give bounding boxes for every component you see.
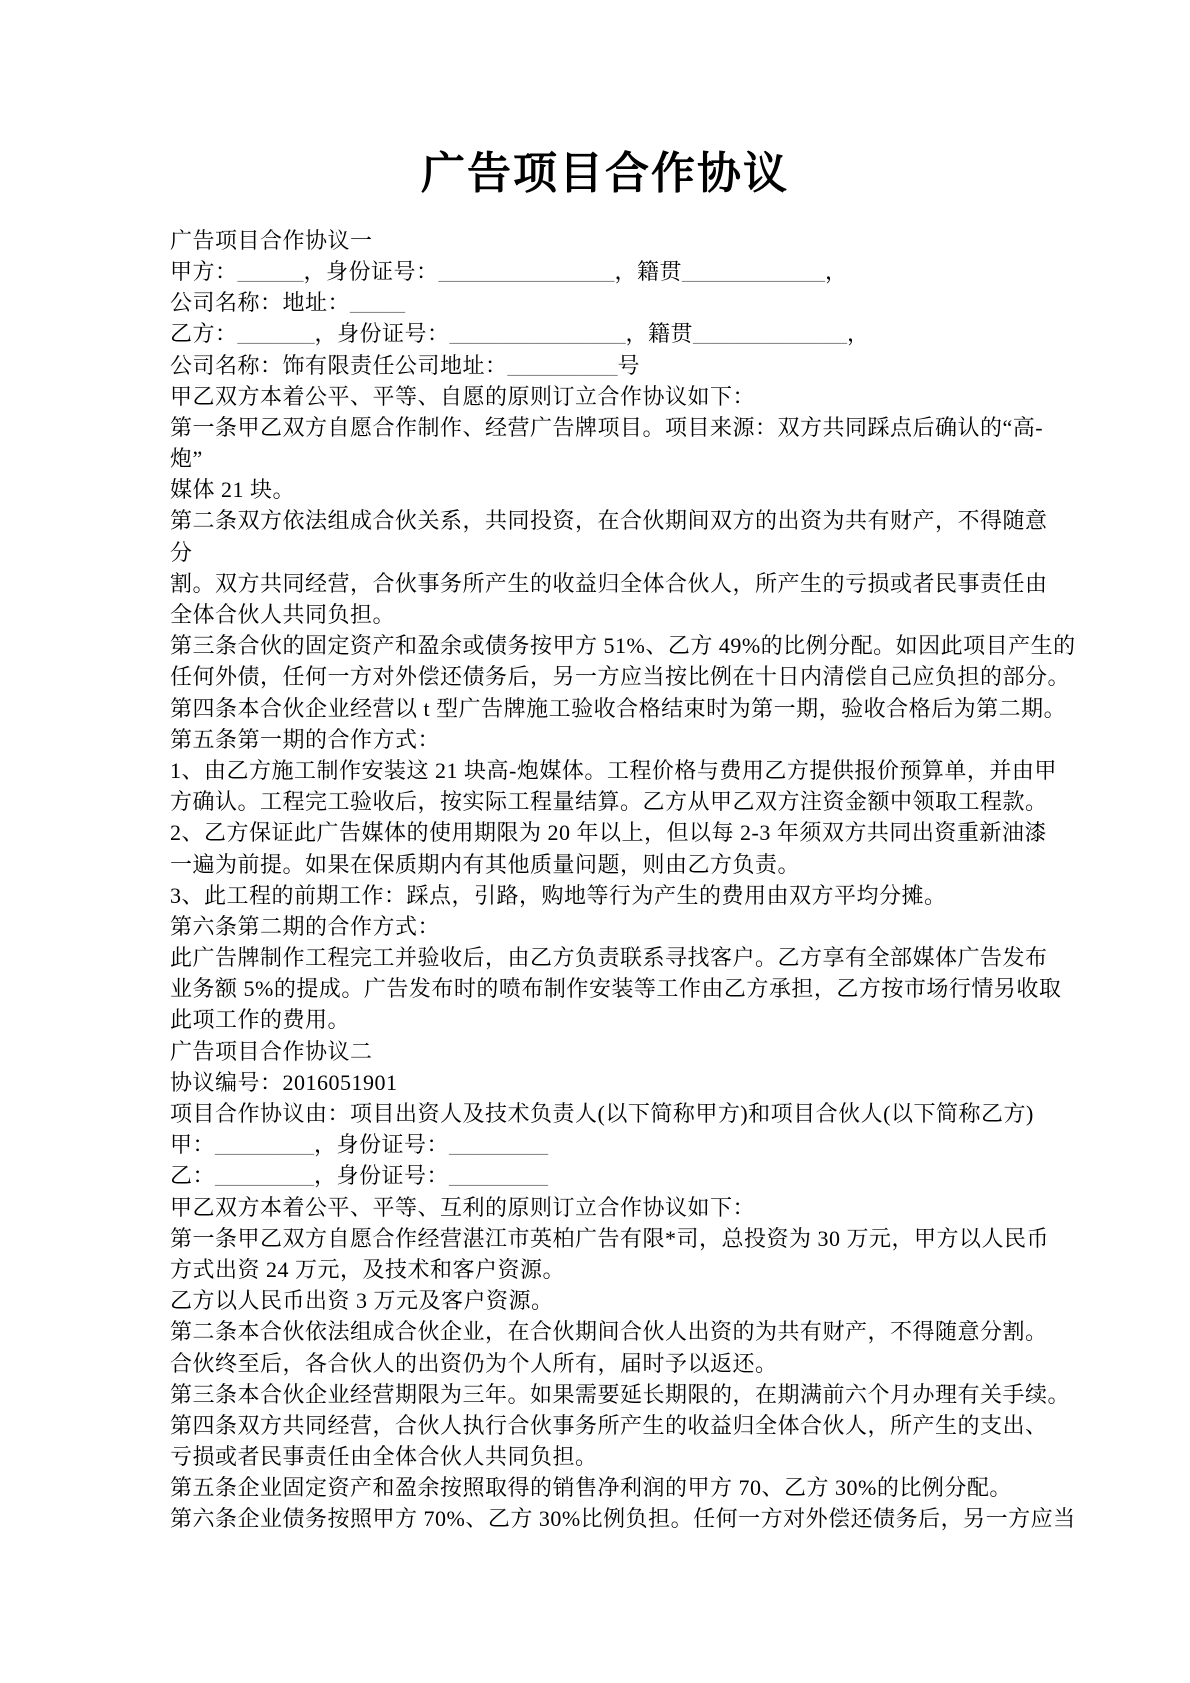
- document-line: 公司名称：地址：_____: [170, 290, 406, 316]
- document-line: 第三条本合伙企业经营期限为三年。如果需要延长期限的，在期满前六个月办理有关手续。: [170, 1381, 1071, 1407]
- blank-underline: ________________: [449, 321, 626, 347]
- document-line: 此广告牌制作工程完工并验收后，由乙方负责联系寻找客户。乙方享有全部媒体广告发布: [170, 945, 1048, 971]
- document-line: 乙：_________，身份证号：_________: [170, 1163, 549, 1189]
- document-line: 广告项目合作协议一: [170, 227, 373, 253]
- document-line: 甲：_________，身份证号：_________: [170, 1132, 549, 1158]
- document-line: 第六条企业债务按照甲方 70%、乙方 30%比例负担。任何一方对外偿还债务后，另一方应当: [170, 1506, 1076, 1532]
- document-line: 协议编号：2016051901: [170, 1069, 398, 1095]
- blank-underline: _____: [350, 290, 406, 316]
- document-line: 乙方以人民币出资 3 万元及客户资源。: [170, 1288, 554, 1314]
- document-body: [170, 225, 1076, 1535]
- blank-underline: _________: [215, 1163, 315, 1189]
- document-line: 任何外债，任何一方对外偿还债务后，另一方应当按比例在十日内清偿自己应负担的部分。: [170, 664, 1071, 690]
- document-line: 割。双方共同经营，合伙事务所产生的收益归全体合伙人，所产生的亏损或者民事责任由: [170, 570, 1048, 596]
- document-line: 业务额 5%的提成。广告发布时的喷布制作安装等工作由乙方承担，乙方按市场行情另收取: [170, 976, 1062, 1002]
- document-line: 甲乙双方本着公平、平等、自愿的原则订立合作协议如下：: [170, 383, 756, 409]
- blank-underline: ______________: [693, 321, 848, 347]
- document-line: 方式出资 24 万元，及技术和客户资源。: [170, 1256, 566, 1282]
- document-line: 一遍为前提。如果在保质期内有其他质量问题，则由乙方负责。: [170, 851, 801, 877]
- document-line: 炮”: [170, 446, 203, 472]
- document-line: 第二条双方依法组成合伙关系，共同投资，在合伙期间双方的出资为共有财产，不得随意: [170, 508, 1048, 534]
- document-line: 第六条第二期的合作方式：: [170, 913, 441, 939]
- document-line: 第一条甲乙双方自愿合作制作、经营广告牌项目。项目来源：双方共同踩点后确认的“高-: [170, 414, 1044, 440]
- blank-underline: ______: [237, 258, 304, 284]
- document-line: 甲方：______，身份证号：________________，籍贯_____________，: [170, 258, 848, 284]
- blank-underline: _________: [449, 1163, 549, 1189]
- document-line: 方确认。工程完工验收后，按实际工程量结算。乙方从甲乙双方注资金额中领取工程款。: [170, 789, 1048, 815]
- document-line: 广告项目合作协议二: [170, 1038, 373, 1064]
- blank-underline: _________: [215, 1132, 315, 1158]
- document-line: 1、由乙方施工制作安装这 21 块高-炮媒体。工程价格与费用乙方提供报价预算单，并由甲: [170, 757, 1057, 783]
- document-line: 第一条甲乙双方自愿合作经营湛江市英柏广告有限*司，总投资为 30 万元，甲方以人民币: [170, 1225, 1050, 1251]
- blank-underline: _______: [237, 321, 315, 347]
- document-title: 广告项目合作协议: [421, 149, 789, 198]
- document-line: 公司名称：饰有限责任公司地址：__________号: [170, 352, 641, 378]
- document-line: 第二条本合伙依法组成合伙企业，在合伙期间合伙人出资的为共有财产，不得随意分割。: [170, 1319, 1048, 1345]
- blank-underline: ________________: [438, 258, 615, 284]
- document-line: 项目合作协议由：项目出资人及技术负责人(以下简称甲方)和项目合伙人(以下简称乙方): [170, 1101, 1034, 1127]
- blank-underline: _____________: [682, 258, 826, 284]
- document-line: 甲乙双方本着公平、平等、互利的原则订立合作协议如下：: [170, 1194, 756, 1220]
- document-line: 亏损或者民事责任由全体合伙人共同负担。: [170, 1444, 598, 1470]
- document-line: 媒体 21 块。: [170, 477, 296, 503]
- document-line: 2、乙方保证此广告媒体的使用期限为 20 年以上，但以每 2-3 年须双方共同出资重新油漆: [170, 820, 1047, 846]
- document-line: 乙方：_______，身份证号：________________，籍贯______________，: [170, 321, 870, 347]
- document-line: 分: [170, 539, 193, 565]
- document-line: 第五条第一期的合作方式：: [170, 726, 441, 752]
- document-line: 第四条本合伙企业经营以 t 型广告牌施工验收合格结束时为第一期，验收合格后为第二期。: [170, 695, 1067, 721]
- document-line: 第四条双方共同经营，合伙人执行合伙事务所产生的收益归全体合伙人，所产生的支出、: [170, 1412, 1048, 1438]
- blank-underline: _________: [449, 1132, 549, 1158]
- blank-underline: __________: [507, 352, 618, 378]
- document-line: 第三条合伙的固定资产和盈余或债务按甲方 51%、乙方 49%的比例分配。如因此项目产生的: [170, 633, 1076, 659]
- document-line: 第五条企业固定资产和盈余按照取得的销售净利润的甲方 70、乙方 30%的比例分配。: [170, 1475, 1012, 1501]
- document-line: 此项工作的费用。: [170, 1007, 351, 1033]
- document-line: 合伙终至后，各合伙人的出资仍为个人所有，届时予以返还。: [170, 1350, 778, 1376]
- document-line: 全体合伙人共同负担。: [170, 602, 396, 628]
- document-line: 3、此工程的前期工作：踩点，引路，购地等行为产生的费用由双方平均分摊。: [170, 882, 947, 908]
